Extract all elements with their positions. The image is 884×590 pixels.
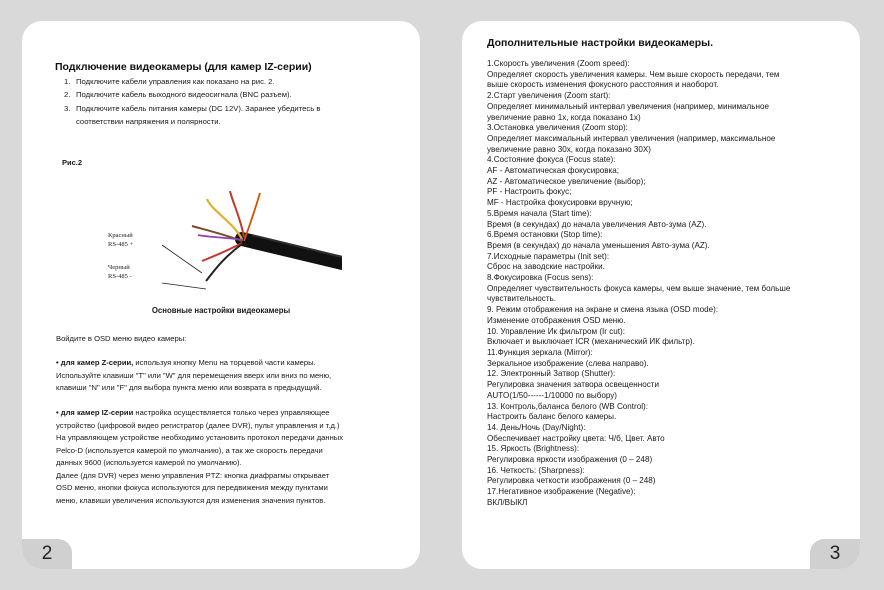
connection-steps (64, 75, 394, 128)
settings-line: 4.Состояние фокуса (Focus state): (487, 155, 616, 165)
settings-line: 9. Режим отображения на экране и смена языка (OSD mode): (487, 305, 719, 315)
z-series-paragraph: • для камер Z-серии, используя кнопку Menu на торцевой части камеры. Используйте клавиши "T" или "W" для перемещения вверх или вниз по меню, клавиши "N" или "F" для выбора пункта меню или возврата в предыдущий. (56, 358, 332, 392)
settings-line: 6.Время остановки (Stop time): (487, 230, 603, 240)
settings-line: 8.Фокусировка (Focus sens): (487, 273, 594, 283)
settings-line: 1.Скорость увеличения (Zoom speed): (487, 59, 630, 68)
settings-line: 3.Остановка увеличения (Zoom stop): (487, 123, 628, 133)
settings-line: выше скорость изменения фокусного расстояния и наоборот. (487, 80, 719, 90)
figure-label: Рис.2 (62, 158, 83, 167)
settings-line: Изменение отображения OSD меню. (487, 315, 626, 325)
step-item: 2. Подключите кабель выходного видеосигнала (BNC разъем). (64, 90, 292, 100)
settings-line: 5.Время начала (Start time): (487, 208, 592, 218)
settings-line: 16. Четкость: (Sharpness): (487, 465, 585, 475)
step-item: 3. Подключите кабель питания камеры (DC 12V). Заранее убедитесь в (64, 103, 321, 113)
left-page (22, 21, 420, 569)
settings-line: Зеркальное изображение (слева направо). (487, 358, 649, 368)
settings-line: Сброс на заводские настройки. (487, 262, 605, 272)
settings-line: увеличение равно 30х, когда показано 30X) (487, 144, 651, 154)
settings-line: 7.Исходные параметры (Init set): (487, 251, 610, 261)
settings-line: 14. День/Ночь (Day/Night): (487, 422, 586, 432)
settings-line: PF - Настроить фокус; (487, 187, 572, 197)
osd-intro: Войдите в OSD меню видео камеры: (56, 334, 187, 343)
right-page (462, 21, 860, 569)
settings-line: 2.Старт увеличения (Zoom start): (487, 91, 611, 101)
settings-line: ВКЛ/ВЫКЛ (487, 497, 528, 507)
page-number: 3 (810, 539, 860, 569)
settings-line: Регулировка значения затвора освещенности (487, 380, 659, 390)
settings-line: Определяет минимальный интервал увеличения (например, минимальное (487, 101, 769, 111)
settings-line: Регулировка четкости изображения (0 – 248) (487, 476, 656, 486)
settings-line: AUTO(1/50------1/10000 по выбору) (487, 390, 618, 400)
step-item: соответствии напряжения и полярности. (76, 116, 221, 126)
settings-line: AF - Автоматическая фокусировка; (487, 166, 619, 176)
left-page-title: Подключение видеокамеры (для камер IZ-серии) (55, 61, 312, 73)
settings-line: Обеспечивает настройку цвета: Ч/б, Цвет. Авто (487, 433, 665, 443)
settings-line: Определяет максимальный интервал увеличения (например, максимальное (487, 133, 776, 143)
caption-black-wire: Черный RS-485 - (108, 264, 132, 280)
iz-series-paragraph: • для камер IZ-серии настройка осуществляется только через управляющее устройство (цифровой видео регистратор (далее DVR), пульт управления и т.д.) На управляющем устройстве необходимо установить протокол передачи данных Pelco-D (используется камерой по умолчанию), а так же скорость передачи данных 9600 (используется камерой по умолчанию). Далее (для DVR) через меню управления PTZ: кнопка диафрагмы открывает OSD меню, кнопки фокуса используются для передвижения между пунктами меню, клавиши увеличения используются для изменения значения пунктов. (56, 408, 344, 505)
settings-line: чувствительность. (487, 294, 557, 304)
settings-line: MF - Настройка фокусировки вручную; (487, 198, 633, 208)
settings-line: 13. Контроль,баланса белого (WB Control): (487, 401, 648, 411)
settings-line: 15. Яркость (Brightness): (487, 444, 580, 454)
page-number: 2 (22, 539, 72, 569)
step-item: 1. Подключите кабели управления как показано на рис. 2. (64, 77, 275, 86)
settings-line: Время (в секундах) до начала уменьшения Авто-зума (AZ). (487, 240, 710, 250)
settings-list (487, 59, 839, 509)
right-page-title: Дополнительные настройки видеокамеры. (487, 37, 714, 49)
settings-line: 11.Функция зеркала (Mirror): (487, 347, 593, 357)
settings-line: Определяет чувствительность фокуса камеры, чем выше значение, тем больше (487, 283, 791, 293)
caption-red-wire: Красный RS-485 + (108, 232, 134, 248)
settings-line: 17.Негативное изображение (Negative): (487, 487, 636, 497)
settings-line: AZ - Автоматическое увеличение (выбор); (487, 176, 646, 186)
settings-line: Время (в секундах) до начала увеличения Авто-зума (AZ). (487, 219, 707, 229)
settings-line: Определяет скорость увеличения камеры. Чем выше скорость передачи, тем (487, 69, 780, 79)
cable-wires-icon (102, 171, 342, 296)
settings-line: увеличение равно 1х, когда показано 1х) (487, 112, 641, 122)
basic-settings-subtitle: Основные настройки видеокамеры (151, 306, 291, 315)
settings-line: 10. Управление Ик фильтром (Ir cut): (487, 326, 625, 336)
settings-line: 12. Электронный Затвор (Shutter): (487, 369, 616, 379)
settings-line: Регулировка яркости изображения (0 – 248) (487, 455, 653, 465)
settings-line: Включает и выключает ICR (механический ИК фильтр). (487, 337, 695, 347)
settings-line: Настроить баланс белого камеры. (487, 412, 617, 422)
